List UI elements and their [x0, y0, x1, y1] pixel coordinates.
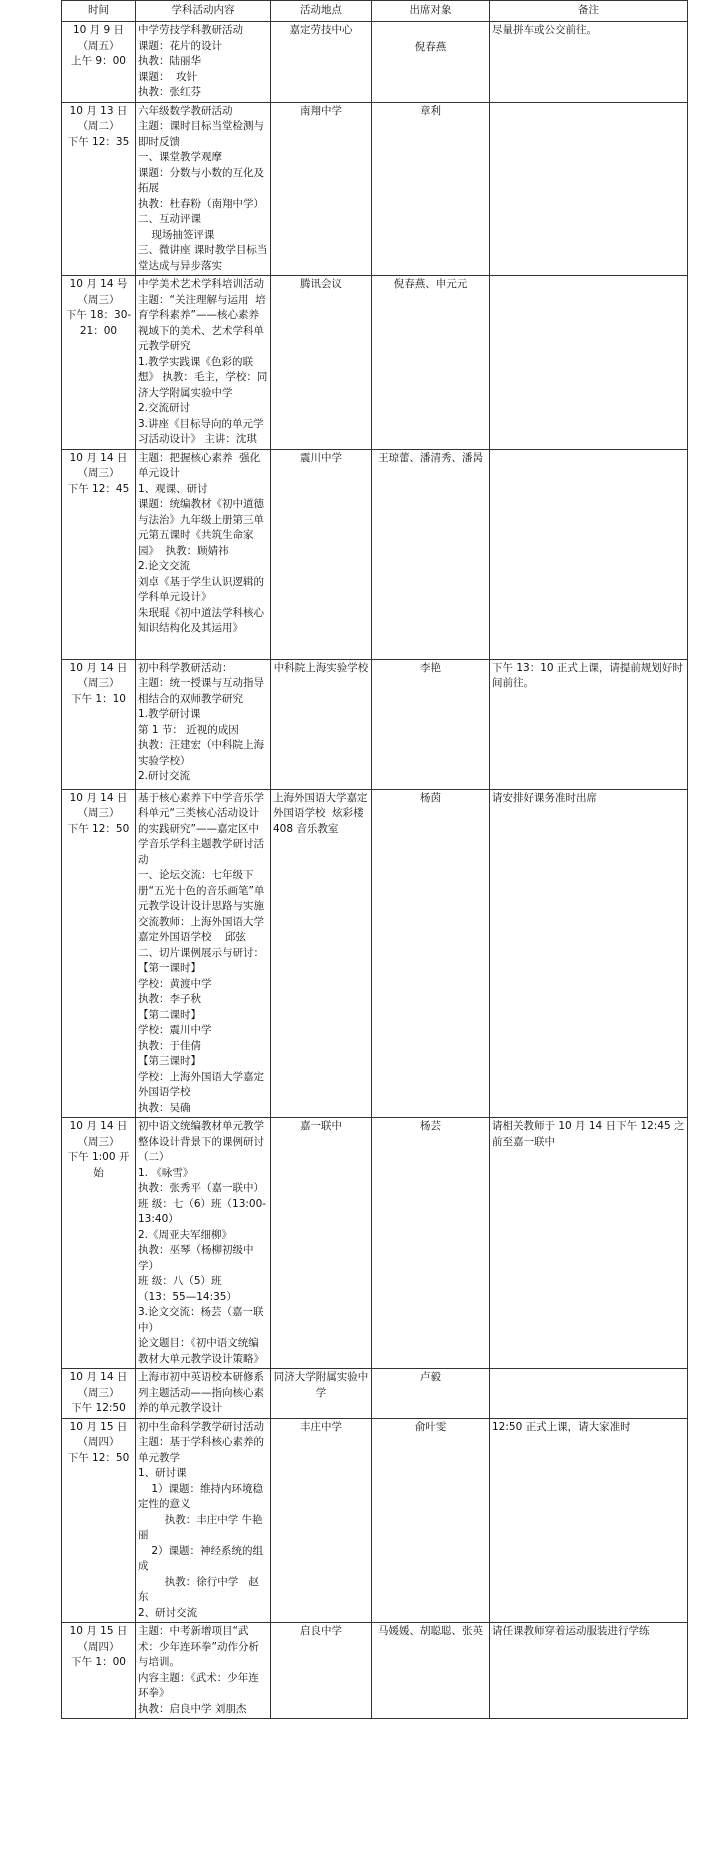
cell-place — [271, 659, 372, 789]
cell-place — [271, 102, 372, 276]
cell-time — [62, 1118, 136, 1369]
content-line: 主题：中考新增项目“武术：少年连环拳”动作分析与培训。 — [138, 1625, 259, 1668]
attendees-text: 卢毅 — [420, 1371, 441, 1383]
content-line: 1、研讨课 — [138, 1467, 187, 1479]
content-line: 一、论坛交流：七年级下册“五光十色的音乐画笔”单元教学设计设计思路与实施 — [138, 869, 265, 912]
time-line: 10 月 14 号 — [69, 278, 128, 290]
table-row — [62, 1623, 688, 1719]
cell-time — [62, 276, 136, 450]
time-line: 10 月 14 日 — [69, 661, 128, 674]
content-line: 1. 《咏雪》 — [138, 1166, 194, 1179]
table-row — [62, 1369, 688, 1419]
attendees-text: 倪春燕、申元元 — [393, 278, 468, 290]
content-line: 2、研讨交流 — [138, 1606, 198, 1619]
time-line: 10 月 13 日 — [69, 104, 128, 117]
content-line: 2）课题：神经系统的组成 — [138, 1544, 264, 1572]
time-line: 10 月 14 日 — [69, 451, 128, 464]
content-line: 2.研讨交流 — [138, 770, 191, 782]
content-line: 执教：于佳倩 — [138, 1039, 201, 1052]
header-place: 活动地点 — [271, 1, 372, 22]
cell-content — [136, 449, 271, 659]
cell-attendees — [372, 1369, 490, 1419]
content-line: 二、互动评课 — [138, 213, 201, 225]
place-text: 上海外国语大学嘉定外国语学校 炫彩楼 408 音乐教室 — [273, 791, 368, 835]
place-text: 震川中学 — [300, 451, 342, 464]
content-line: （13：55—14:35） — [138, 1290, 237, 1303]
content-line: 【第三课时】 — [138, 1055, 201, 1067]
time-line: （周三） — [77, 1386, 120, 1399]
time-line: 下午 12：50 — [67, 822, 130, 835]
cell-attendees — [372, 1118, 490, 1369]
content-line: 执教：张秀平（嘉一联中） — [138, 1182, 264, 1194]
content-line: 执教：李子秋 — [138, 993, 201, 1005]
cell-note — [490, 659, 688, 789]
time-line: （周三） — [77, 293, 120, 306]
cell-note — [490, 449, 688, 659]
time-line: 下午 18：30-21：00 — [65, 309, 132, 337]
content-line: 2.交流研讨 — [138, 402, 191, 414]
cell-note — [490, 1418, 688, 1623]
time-line: 下午 1：10 — [71, 692, 126, 705]
cell-content — [136, 102, 271, 276]
cell-attendees — [372, 1418, 490, 1623]
content-line: 三、微讲座 课时教学目标当堂达成与异步落实 — [138, 244, 268, 272]
place-text: 启良中学 — [300, 1625, 342, 1637]
content-line: 执教：丰庄中学 牛艳丽 — [138, 1513, 263, 1541]
schedule-table — [61, 0, 688, 1719]
content-line: 主题：把握核心素养 强化单元设计 — [138, 451, 261, 479]
content-line: 执教：汪建宏（中科院上海实验学校） — [138, 739, 264, 767]
content-line: 二、切片课例展示与研讨： — [138, 946, 264, 959]
content-line: 【第二课时】 — [138, 1008, 201, 1021]
content-line: 主题：“关注理解与运用 培育学科素养”——核心素养视域下的美术、艺术学科单元教学研究 — [138, 293, 266, 352]
content-line: 六年级数学教研活动 — [138, 104, 233, 117]
content-line: 【第一课时】 — [138, 962, 201, 974]
content-line: 1）课题：维持内环境稳定性的意义 — [138, 1482, 264, 1510]
cell-attendees — [372, 22, 490, 103]
cell-time — [62, 22, 136, 103]
content-line: 班 级：七（6）班（13:00-13:40） — [138, 1197, 267, 1225]
content-line: 3.讲座《目标导向的单元学习活动设计》 主讲：沈琪 — [138, 417, 264, 445]
content-line: 一、课堂教学观摩 — [138, 151, 222, 163]
content-line: 课题： 攻针 — [138, 70, 198, 83]
cell-attendees — [372, 449, 490, 659]
content-line: 执教：张红芬 — [138, 86, 201, 98]
content-line: 初中科学教研活动： — [138, 661, 233, 674]
content-line: 1、观课、研讨 — [138, 482, 208, 495]
place-text: 中科院上海实验学校 — [273, 661, 369, 674]
content-line: 课题：统编教材《初中道德与法治》九年级上册第三单元第五课时《共筑生命家园》 执教：顾婧祎 — [138, 498, 264, 557]
cell-time — [62, 449, 136, 659]
table-row — [62, 276, 688, 450]
time-line: 10 月 9 日 — [72, 24, 125, 36]
note-text: 请安排好课务准时出席 — [492, 791, 597, 804]
cell-time — [62, 789, 136, 1118]
cell-place — [271, 789, 372, 1118]
content-line: 执教：吴确 — [138, 1101, 191, 1114]
table-row — [62, 789, 688, 1118]
content-line: 1.教学研讨课 — [138, 708, 201, 720]
content-line: 执教：启良中学 刘朋杰 — [138, 1702, 247, 1715]
content-line: 初中语文统编教材单元教学整体设计背景下的课例研讨（二） — [138, 1120, 264, 1163]
content-line: 执教：杜春粉（南翔中学） — [138, 197, 264, 210]
cell-attendees — [372, 1623, 490, 1719]
time-line: 下午 1:00 开始 — [67, 1151, 130, 1179]
cell-place — [271, 1418, 372, 1623]
content-line: 论文题目：《初中语文统编教材大单元教学设计策略》 — [138, 1337, 264, 1365]
cell-place — [271, 276, 372, 450]
place-text: 南翔中学 — [300, 104, 342, 117]
cell-note — [490, 276, 688, 450]
cell-time — [62, 1418, 136, 1623]
cell-place — [271, 1623, 372, 1719]
header-content: 学科活动内容 — [136, 1, 271, 22]
content-line: 主题：课时目标当堂检测与即时反馈 — [138, 120, 264, 148]
time-line: （周二） — [77, 120, 120, 132]
content-line: 交流教师：上海外国语大学嘉定外国语学校 邱弦 — [138, 915, 264, 943]
content-line: 课题：分数与小数的互化及拓展 — [138, 166, 264, 194]
content-line: 课题：花片的设计 — [138, 39, 222, 52]
time-line: 10 月 14 日 — [69, 1371, 128, 1383]
header-time: 时间 — [62, 1, 136, 22]
time-line: 下午 12：45 — [67, 482, 130, 495]
time-line: 10 月 15 日 — [69, 1420, 128, 1433]
cell-note — [490, 789, 688, 1118]
attendees-text: 马媛媛、胡聪聪、张英 — [378, 1625, 483, 1637]
time-line: 10 月 14 日 — [69, 791, 128, 804]
content-line: 初中生命科学教学研讨活动 — [138, 1420, 264, 1433]
table-row — [62, 659, 688, 789]
content-line: 执教：陆丽华 — [138, 55, 201, 67]
content-line: 2.《周亚夫军细柳》 — [138, 1228, 233, 1241]
cell-place — [271, 449, 372, 659]
note-text: 12:50 正式上课，请大家准时 — [492, 1420, 631, 1433]
note-text: 下午 13：10 正式上课，请提前规划好时间前往。 — [492, 661, 683, 689]
cell-time — [62, 659, 136, 789]
cell-note — [490, 102, 688, 276]
cell-time — [62, 1369, 136, 1419]
cell-content — [136, 22, 271, 103]
note-text: 请任课教师穿着运动服装进行学练 — [492, 1625, 650, 1637]
content-line: 中学劳技学科教研活动 — [138, 24, 243, 36]
cell-attendees — [372, 789, 490, 1118]
time-line: 上午 9：00 — [71, 55, 126, 67]
cell-attendees — [372, 659, 490, 789]
time-line: 10 月 14 日 — [69, 1120, 128, 1132]
table-row — [62, 449, 688, 659]
content-line: 班 级：八（5）班 — [138, 1275, 222, 1287]
content-line: 执教：巫琴（杨柳初级中学） — [138, 1244, 254, 1272]
cell-note — [490, 22, 688, 103]
content-line: 朱珉琨《初中道法学科核心知识结构化及其运用》 — [138, 606, 264, 634]
content-line: 学校：黄渡中学 — [138, 977, 212, 990]
place-text: 嘉定劳技中心 — [289, 24, 353, 36]
attendees-text: 俞叶雯 — [414, 1420, 447, 1433]
time-line: 下午 1：00 — [71, 1656, 126, 1668]
time-line: （周三） — [77, 467, 120, 479]
place-text: 嘉一联中 — [300, 1120, 342, 1132]
content-line: 上海市初中英语校本研修系列主题活动——指向核心素养的单元教学设计 — [138, 1371, 264, 1414]
cell-attendees — [372, 276, 490, 450]
table-row — [62, 102, 688, 276]
cell-note — [490, 1623, 688, 1719]
content-line: 主题：统一授课与互动指导相结合的双师教学研究 — [138, 677, 264, 705]
table-row — [62, 1418, 688, 1623]
content-line: 内容主题：《武术：少年连环拳》 — [138, 1671, 259, 1699]
cell-content — [136, 276, 271, 450]
content-line: 3.论文交流：杨芸（嘉一联中） — [138, 1306, 264, 1334]
cell-content — [136, 659, 271, 789]
time-line: （周四） — [77, 1640, 120, 1653]
time-line: （周五） — [77, 39, 120, 52]
cell-content — [136, 1369, 271, 1419]
place-text: 丰庄中学 — [300, 1420, 342, 1433]
content-line: 主题：基于学科核心素养的单元教学 — [138, 1436, 264, 1464]
place-text: 腾讯会议 — [300, 278, 342, 290]
cell-note — [490, 1118, 688, 1369]
attendees-text: 王琼蕾、潘清秀、潘昺 — [378, 451, 483, 464]
note-text: 尽量拼车或公交前往。 — [492, 24, 597, 36]
place-text: 同济大学附属实验中学 — [273, 1371, 369, 1399]
cell-place — [271, 22, 372, 103]
cell-place — [271, 1369, 372, 1419]
cell-content — [136, 1623, 271, 1719]
time-line: （周三） — [77, 1135, 120, 1148]
time-line: 10 月 15 日 — [69, 1625, 128, 1637]
time-line: （周三） — [77, 677, 120, 689]
time-line: 下午 12:50 — [71, 1402, 126, 1414]
cell-content — [136, 1418, 271, 1623]
content-line: 第 1 节： 近视的成因 — [138, 723, 239, 736]
content-line: 学校：上海外国语大学嘉定外国语学校 — [138, 1070, 264, 1098]
table-row — [62, 1118, 688, 1369]
cell-time — [62, 102, 136, 276]
time-line: （周四） — [77, 1436, 120, 1448]
table-row — [62, 22, 688, 103]
time-line: （周三） — [77, 807, 120, 819]
header-note: 备注 — [490, 1, 688, 22]
cell-attendees — [372, 102, 490, 276]
cell-place — [271, 1118, 372, 1369]
content-line: 执教：徐行中学 赵东 — [138, 1575, 259, 1603]
time-line: 下午 12：50 — [67, 1451, 130, 1464]
content-line: 现场抽签评课 — [138, 228, 215, 241]
content-line: 2.论文交流 — [138, 560, 191, 572]
content-line: 学校：震川中学 — [138, 1024, 212, 1036]
attendees-text: 杨茵 — [420, 791, 441, 804]
attendees-text: 李艳 — [420, 661, 441, 674]
content-line: 基于核心素养下中学音乐学科单元“三类核心活动设计的实践研究”——嘉定区中学音乐学科主题教学研讨活动 — [138, 791, 264, 866]
note-text: 请相关教师于 10 月 14 日下午 12:45 之前至嘉一联中 — [492, 1120, 685, 1148]
content-line: 1.教学实践课《色彩的联想》 执教：毛主，学校：同济大学附属实验中学 — [138, 355, 268, 399]
cell-content — [136, 789, 271, 1118]
cell-content — [136, 1118, 271, 1369]
content-line: 中学美术艺术学科培训活动 — [138, 278, 264, 290]
header-attendees: 出席对象 — [372, 1, 490, 22]
attendees-text: 杨芸 — [420, 1120, 441, 1132]
time-line: 下午 12：35 — [67, 135, 130, 148]
attendees-text: 章利 — [420, 104, 441, 117]
attendees-text: 倪春燕 — [414, 41, 447, 53]
header-row — [62, 1, 688, 22]
cell-time — [62, 1623, 136, 1719]
content-line: 刘卓《基于学生认识逻辑的学科单元设计》 — [138, 575, 264, 603]
cell-note — [490, 1369, 688, 1419]
